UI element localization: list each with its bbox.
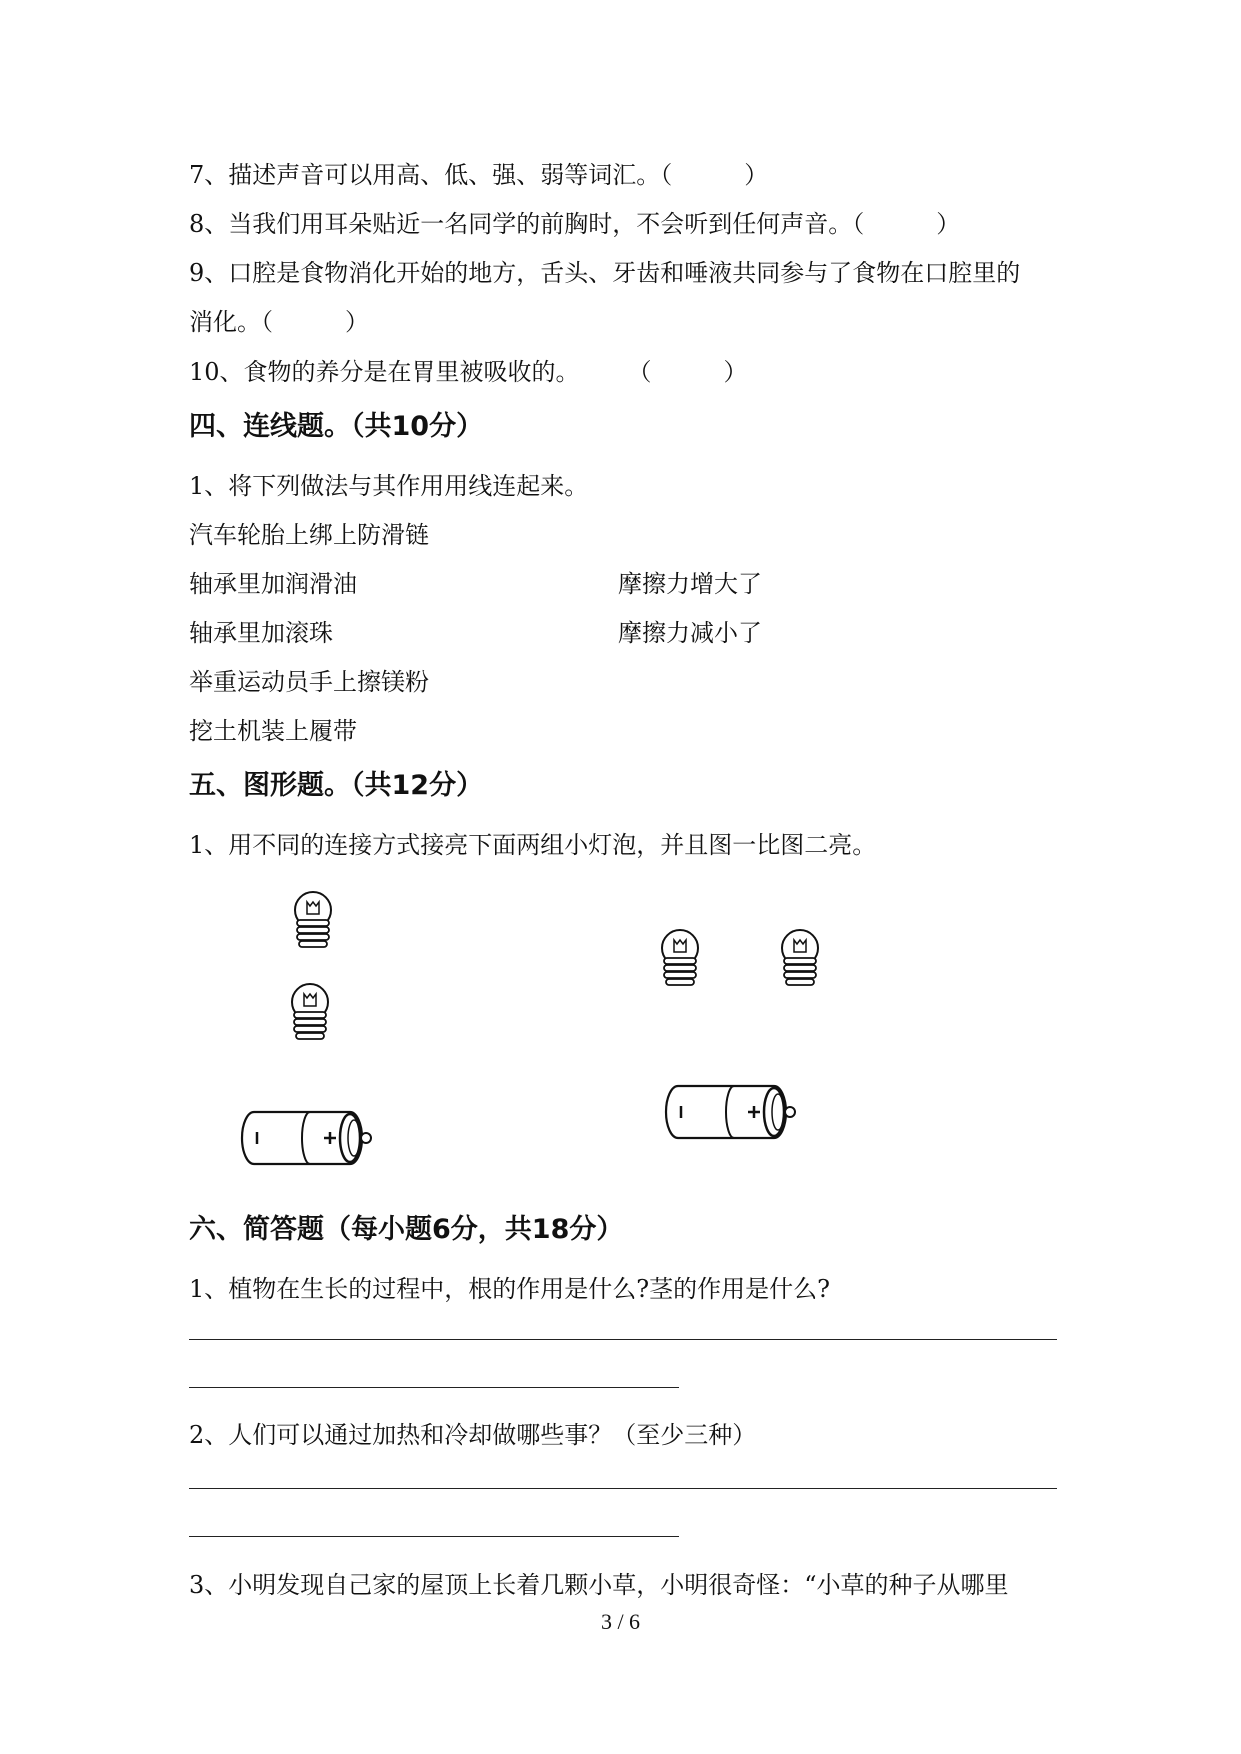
- answer-line[interactable]: [189, 1536, 679, 1537]
- battery-icon: [666, 1086, 795, 1138]
- section4-question-1: 1、将下列做法与其作用用线连起来。: [189, 472, 589, 500]
- bulb-icon: [292, 984, 328, 1039]
- question-8: 8、当我们用耳朵贴近一名同学的前胸时，不会听到任何声音。（ ）: [189, 210, 961, 238]
- bulb-icon: [662, 930, 698, 985]
- section4-heading: 四、连线题。（共10分）: [189, 411, 484, 442]
- match-left-item: 汽车轮胎上绑上防滑链: [189, 521, 429, 549]
- bulb-icon: [295, 892, 331, 947]
- question-9-line1: 9、口腔是食物消化开始的地方，舌头、牙齿和唾液共同参与了食物在口腔里的: [189, 259, 1021, 287]
- match-right-item: 摩擦力减小了: [618, 619, 762, 647]
- answer-line[interactable]: [189, 1387, 679, 1388]
- section6-question-3: 3、小明发现自己家的屋顶上长着几颗小草，小明很奇怪：“小草的种子从哪里: [189, 1571, 1009, 1599]
- section5-heading: 五、图形题。（共12分）: [189, 770, 484, 801]
- answer-line[interactable]: [189, 1488, 1057, 1489]
- page-number: 3 / 6: [600, 1609, 641, 1634]
- figure-one: [230, 880, 410, 1180]
- match-right-item: 摩擦力增大了: [618, 570, 762, 598]
- section6-question-1: 1、植物在生长的过程中，根的作用是什么?茎的作用是什么?: [189, 1275, 831, 1303]
- battery-icon: [242, 1112, 371, 1164]
- match-left-item: 轴承里加滚珠: [189, 619, 333, 647]
- question-10: 10、食物的养分是在胃里被吸收的。 （ ）: [189, 358, 748, 386]
- bulb-icon: [782, 930, 818, 985]
- match-left-item: 挖土机装上履带: [189, 717, 357, 745]
- answer-line[interactable]: [189, 1339, 1057, 1340]
- section6-question-2: 2、人们可以通过加热和冷却做哪些事？（至少三种）: [189, 1421, 757, 1449]
- question-7: 7、描述声音可以用高、低、强、弱等词汇。（ ）: [189, 161, 769, 189]
- section5-question-1: 1、用不同的连接方式接亮下面两组小灯泡，并且图一比图二亮。: [189, 831, 877, 859]
- figure-two: [650, 920, 850, 1150]
- question-9-line2: 消化。（ ）: [189, 308, 369, 336]
- match-left-item: 举重运动员手上擦镁粉: [189, 668, 429, 696]
- section6-heading: 六、简答题（每小题6分，共18分）: [189, 1214, 624, 1245]
- match-left-item: 轴承里加润滑油: [189, 570, 357, 598]
